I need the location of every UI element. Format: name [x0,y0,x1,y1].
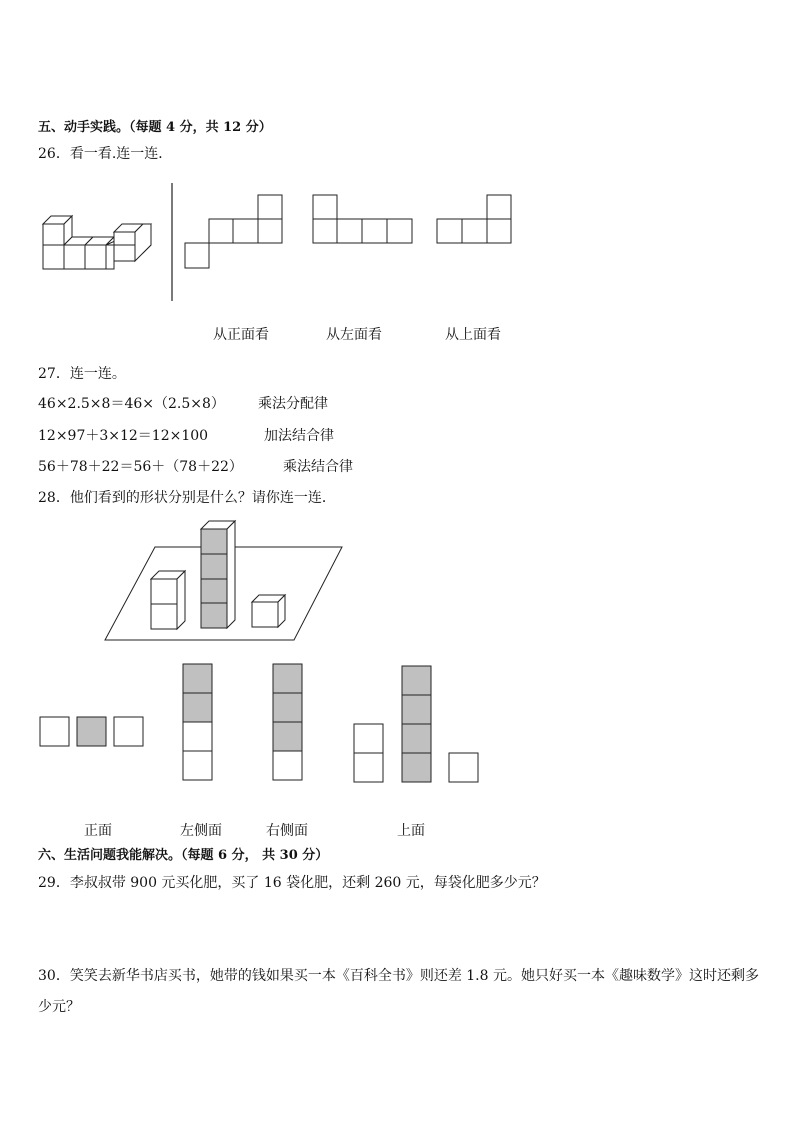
q27-expr-3[interactable]: 56＋78＋22＝56＋（78＋22） [38,459,243,475]
q26-view-1[interactable] [185,195,282,268]
q27-expr-2[interactable]: 12×97＋3×12＝12×100 [38,428,209,444]
q27-law-3[interactable]: 乘法结合律 [283,459,353,475]
section-5-heading: 五、动手实践。（每题 4 分，共 12 分） [38,120,272,135]
q28-option-col-1[interactable] [183,664,212,780]
q26-label-top: 从上面看 [445,327,501,343]
q28-label-front: 正面 [84,823,112,839]
q28-label-top: 上面 [397,823,425,839]
q30-line-2: 少元？ [38,999,80,1015]
q29-text: 29．李叔叔带 900 元买化肥，买了 16 袋化肥，还剩 260 元，每袋化肥多少元？ [38,875,546,891]
q27-expr-1[interactable]: 46×2.5×8＝46×（2.5×8） [38,396,225,412]
q30-line-1: 30．笑笑去新华书店买书，她带的钱如果买一本《百科全书》则还差 1.8 元。她只好买一本《趣味数学》这时还剩多 [38,968,759,984]
q28-option-top[interactable] [354,666,478,782]
q28-label-left-side: 左侧面 [180,823,222,839]
q28-option-col-2[interactable] [273,664,302,780]
q27-prompt: 27．连一连。 [38,366,126,382]
q26-cube-solid [43,216,151,269]
q26-label-front: 从正面看 [213,327,269,343]
section-6-heading: 六、生活问题我能解决。（每题 6 分， 共 30 分） [38,848,329,863]
q28-prompt: 28．他们看到的形状分别是什么？请你连一连． [38,490,336,506]
q27-law-2[interactable]: 加法结合律 [264,428,334,444]
q28-option-front[interactable] [40,717,143,746]
q26-prompt: 26．看一看.连一连． [38,146,173,162]
q26-label-left: 从左面看 [326,327,382,343]
q26-view-2[interactable] [313,195,412,243]
q28-label-right-side: 右侧面 [266,823,308,839]
q26-view-3[interactable] [437,195,511,243]
q27-law-1[interactable]: 乘法分配律 [258,396,328,412]
q28-scene [105,521,342,640]
